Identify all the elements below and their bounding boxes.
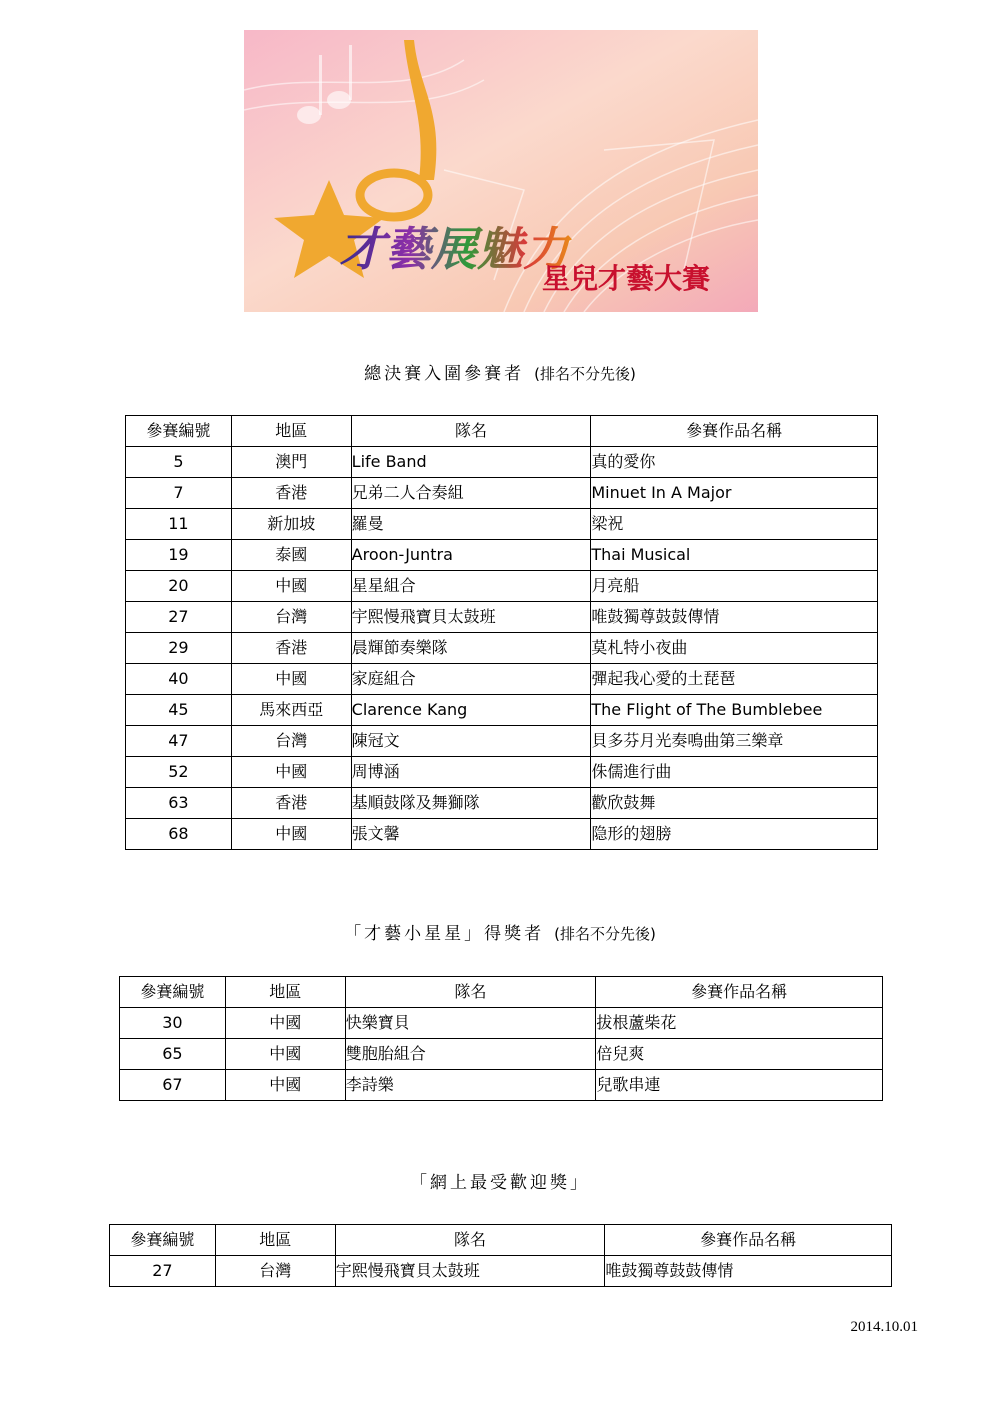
work-title: 兒歌串連	[596, 1070, 883, 1101]
col-number-header: 參賽編號	[120, 977, 226, 1008]
table-header-row	[126, 416, 878, 447]
col-work-header: 參賽作品名稱	[605, 1225, 892, 1256]
team-name: 陳冠文	[351, 726, 591, 757]
section2-note: (排名不分先後)	[554, 925, 656, 943]
team-name: 李詩樂	[345, 1070, 596, 1101]
col-number-header: 參賽編號	[126, 416, 232, 447]
region: 台灣	[215, 1256, 335, 1287]
region: 台灣	[231, 726, 351, 757]
region: 泰國	[231, 540, 351, 571]
team-name: Clarence Kang	[351, 695, 591, 726]
table-row	[120, 1039, 883, 1070]
team-name: 張文馨	[351, 819, 591, 850]
work-title: 歡欣鼓舞	[591, 788, 878, 819]
section3-title: 「網上最受歡迎獎」	[410, 1173, 590, 1193]
section1-heading	[0, 359, 1000, 384]
col-region-header: 地區	[231, 416, 351, 447]
table-row	[126, 726, 878, 757]
table-row	[126, 757, 878, 788]
table-row	[126, 447, 878, 478]
section2-heading	[0, 919, 1000, 944]
region: 中國	[231, 757, 351, 788]
work-title: 真的愛你	[591, 447, 878, 478]
banner-image	[244, 30, 758, 312]
table-row	[126, 571, 878, 602]
team-name: 周博涵	[351, 757, 591, 788]
team-name: 星星組合	[351, 571, 591, 602]
section1-title: 總決賽入圍參賽者	[364, 364, 525, 384]
work-title: 月亮船	[591, 571, 878, 602]
work-title: 梁祝	[591, 509, 878, 540]
col-region-header: 地區	[215, 1225, 335, 1256]
banner-subtitle: 星兒才藝大賽	[542, 262, 711, 295]
entry-number: 29	[126, 633, 232, 664]
table-row	[120, 1008, 883, 1039]
entry-number: 40	[126, 664, 232, 695]
table-row	[126, 540, 878, 571]
work-title: 彈起我心愛的土琵琶	[591, 664, 878, 695]
col-team-header: 隊名	[345, 977, 596, 1008]
region: 中國	[225, 1008, 345, 1039]
work-title: The Flight of The Bumblebee	[591, 695, 878, 726]
work-title: 拔根蘆柴花	[596, 1008, 883, 1039]
section1-note: (排名不分先後)	[534, 365, 636, 383]
work-title: Minuet In A Major	[591, 478, 878, 509]
work-title: 貝多芬月光奏鳴曲第三樂章	[591, 726, 878, 757]
finalists-table	[125, 415, 878, 850]
entry-number: 27	[110, 1256, 216, 1287]
entry-number: 52	[126, 757, 232, 788]
table-row	[126, 478, 878, 509]
region: 香港	[231, 478, 351, 509]
table-row	[126, 664, 878, 695]
region: 中國	[231, 571, 351, 602]
little-star-winners-table	[119, 976, 883, 1101]
region: 澳門	[231, 447, 351, 478]
entry-number: 7	[126, 478, 232, 509]
entry-number: 47	[126, 726, 232, 757]
entry-number: 63	[126, 788, 232, 819]
region: 香港	[231, 788, 351, 819]
table-row	[126, 788, 878, 819]
table-header-row	[110, 1225, 892, 1256]
col-number-header: 參賽編號	[110, 1225, 216, 1256]
work-title: 莫札特小夜曲	[591, 633, 878, 664]
table-row	[126, 695, 878, 726]
table-row	[120, 1070, 883, 1101]
team-name: 基順鼓隊及舞獅隊	[351, 788, 591, 819]
section3-heading	[0, 1168, 1000, 1193]
entry-number: 68	[126, 819, 232, 850]
team-name: 家庭組合	[351, 664, 591, 695]
entry-number: 67	[120, 1070, 226, 1101]
team-name: 兄弟二人合奏組	[351, 478, 591, 509]
col-team-header: 隊名	[351, 416, 591, 447]
work-title: 倍兒爽	[596, 1039, 883, 1070]
col-work-header: 參賽作品名稱	[591, 416, 878, 447]
table-row	[126, 819, 878, 850]
region: 中國	[231, 819, 351, 850]
region: 中國	[225, 1039, 345, 1070]
region: 香港	[231, 633, 351, 664]
entry-number: 5	[126, 447, 232, 478]
entry-number: 30	[120, 1008, 226, 1039]
work-title: Thai Musical	[591, 540, 878, 571]
region: 中國	[231, 664, 351, 695]
banner-logo-text: 才藝展魅力	[339, 222, 569, 276]
table-row	[126, 602, 878, 633]
document-date: 2014.10.01	[850, 1319, 918, 1335]
region: 馬來西亞	[231, 695, 351, 726]
col-team-header: 隊名	[335, 1225, 605, 1256]
region: 新加坡	[231, 509, 351, 540]
table-row	[126, 509, 878, 540]
entry-number: 27	[126, 602, 232, 633]
entry-number: 65	[120, 1039, 226, 1070]
region: 台灣	[231, 602, 351, 633]
region: 中國	[225, 1070, 345, 1101]
work-title: 隐形的翅膀	[591, 819, 878, 850]
col-region-header: 地區	[225, 977, 345, 1008]
entry-number: 19	[126, 540, 232, 571]
team-name: 雙胞胎組合	[345, 1039, 596, 1070]
section2-title: 「才藝小星星」得獎者	[344, 924, 545, 944]
team-name: 晨輝節奏樂隊	[351, 633, 591, 664]
table-header-row	[120, 977, 883, 1008]
entry-number: 11	[126, 509, 232, 540]
table-row	[110, 1256, 892, 1287]
team-name: 羅曼	[351, 509, 591, 540]
online-popularity-table	[109, 1224, 892, 1287]
team-name: 快樂寶貝	[345, 1008, 596, 1039]
table-row	[126, 633, 878, 664]
entry-number: 20	[126, 571, 232, 602]
entry-number: 45	[126, 695, 232, 726]
work-title: 侏儒進行曲	[591, 757, 878, 788]
work-title: 唯鼓獨尊鼓鼓傳情	[605, 1256, 892, 1287]
work-title: 唯鼓獨尊鼓鼓傳情	[591, 602, 878, 633]
col-work-header: 參賽作品名稱	[596, 977, 883, 1008]
team-name: Life Band	[351, 447, 591, 478]
team-name: Aroon-Juntra	[351, 540, 591, 571]
team-name: 宇熙慢飛寶貝太鼓班	[351, 602, 591, 633]
team-name: 宇熙慢飛寶貝太鼓班	[335, 1256, 605, 1287]
